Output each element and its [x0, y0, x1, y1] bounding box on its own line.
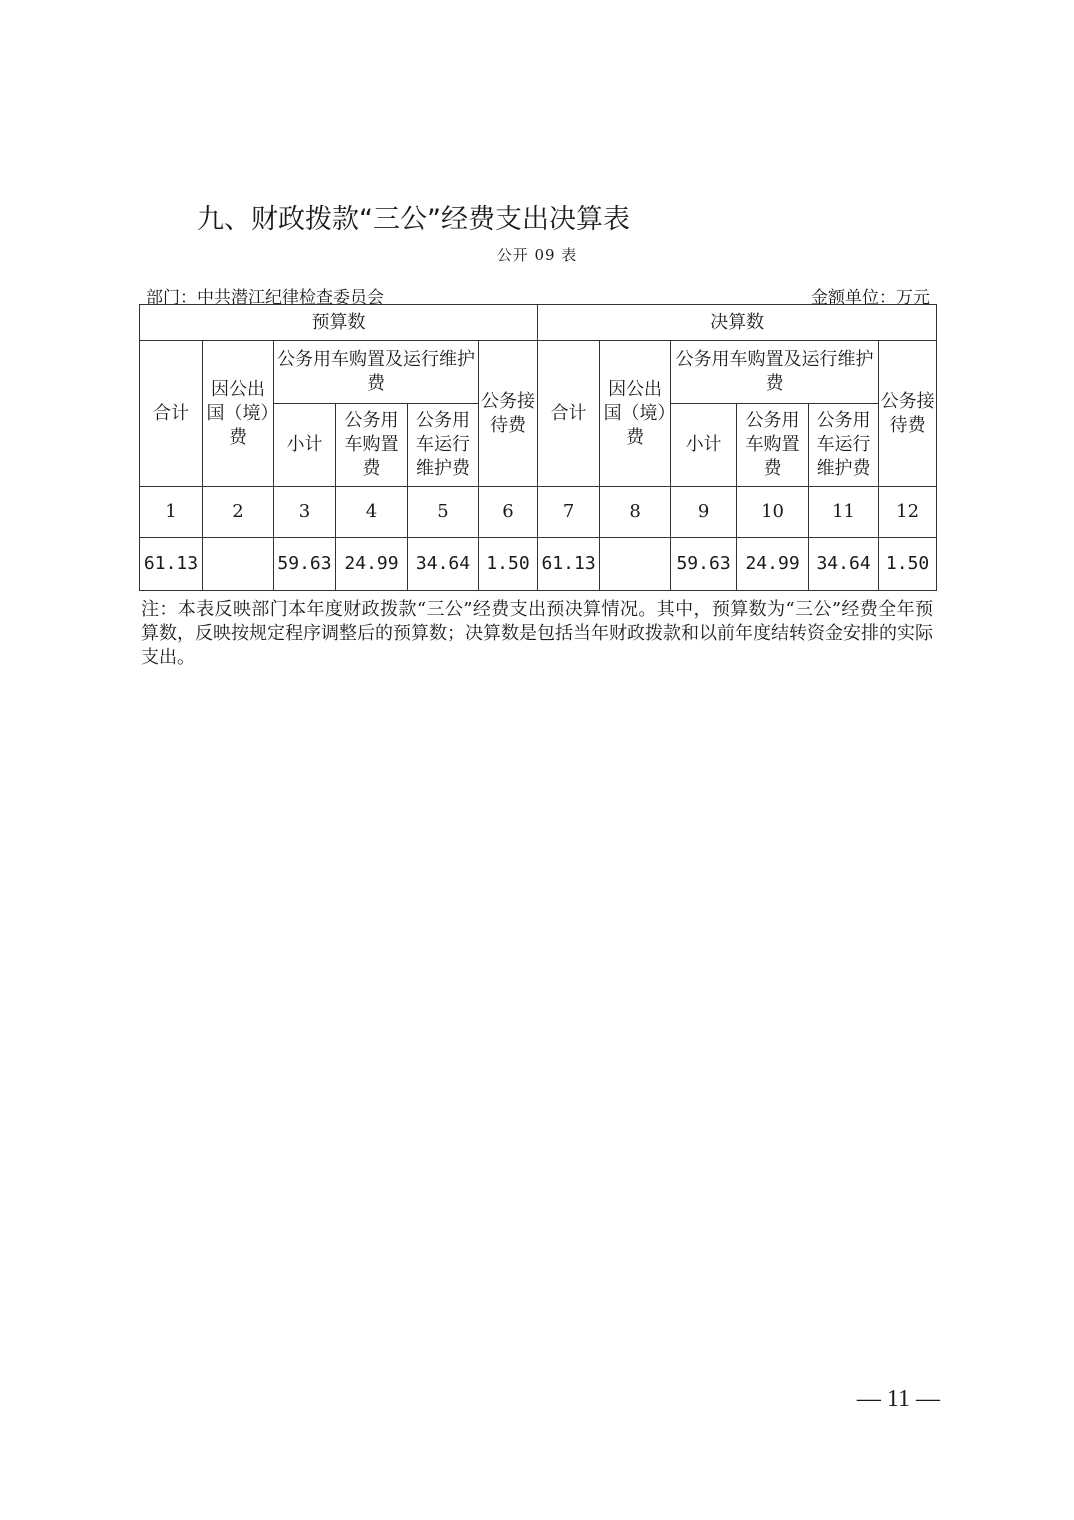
final-vehicle-group-header: 公务用车购置及运行维护费 [671, 341, 879, 404]
three-public-expenses-table [139, 304, 937, 591]
index-cell: 9 [671, 487, 737, 538]
final-reception-header: 公务接待费 [879, 341, 937, 487]
budget-vehicle-group-header: 公务用车购置及运行维护费 [274, 341, 479, 404]
index-cell: 4 [336, 487, 408, 538]
final-vehicle-purchase-header: 公务用车购置费 [737, 404, 809, 487]
index-cell: 8 [600, 487, 671, 538]
budget-reception-header: 公务接待费 [479, 341, 538, 487]
department-label: 部门：中共潜江纪律检查委员会 [146, 288, 384, 308]
final-vehicle-operation-value: 34.64 [809, 538, 879, 591]
final-abroad-header: 因公出国（境）费 [600, 341, 671, 487]
index-row [140, 487, 937, 538]
budget-reception-value: 1.50 [479, 538, 538, 591]
index-cell: 5 [408, 487, 479, 538]
index-cell: 6 [479, 487, 538, 538]
budget-total-value: 61.13 [140, 538, 203, 591]
page-title: 九、财政拨款“三公”经费支出决算表 [197, 204, 630, 235]
budget-abroad-value [203, 538, 274, 591]
budget-abroad-header: 因公出国（境）费 [203, 341, 274, 487]
index-cell: 12 [879, 487, 937, 538]
index-cell: 3 [274, 487, 336, 538]
index-cell: 7 [538, 487, 600, 538]
index-cell: 11 [809, 487, 879, 538]
budget-vehicle-purchase-value: 24.99 [336, 538, 408, 591]
index-cell: 1 [140, 487, 203, 538]
final-vehicle-purchase-value: 24.99 [737, 538, 809, 591]
final-subtotal-header: 小计 [671, 404, 737, 487]
unit-label: 金额单位：万元 [811, 288, 930, 308]
page-number: — 11 — [856, 1386, 940, 1412]
final-subtotal-value: 59.63 [671, 538, 737, 591]
final-total-header: 合计 [538, 341, 600, 487]
final-total-value: 61.13 [538, 538, 600, 591]
table-note: 注：本表反映部门本年度财政拨款“三公”经费支出预决算情况。其中，预算数为“三公”经费全年预算数，反映按规定程序调整后的预算数；决算数是包括当年财政拨款和以前年度结转资金安排的实际支出。 [141, 599, 933, 668]
budget-subtotal-value: 59.63 [274, 538, 336, 591]
budget-vehicle-operation-value: 34.64 [408, 538, 479, 591]
budget-group-header: 预算数 [140, 305, 538, 341]
index-cell: 10 [737, 487, 809, 538]
budget-vehicle-operation-header: 公务用车运行维护费 [408, 404, 479, 487]
final-group-header: 决算数 [538, 305, 937, 341]
budget-total-header: 合计 [140, 341, 203, 487]
table-code: 公开 09 表 [496, 246, 578, 264]
final-vehicle-operation-header: 公务用车运行维护费 [809, 404, 879, 487]
data-row [140, 538, 937, 591]
final-abroad-value [600, 538, 671, 591]
budget-vehicle-purchase-header: 公务用车购置费 [336, 404, 408, 487]
index-cell: 2 [203, 487, 274, 538]
final-reception-value: 1.50 [879, 538, 937, 591]
budget-subtotal-header: 小计 [274, 404, 336, 487]
